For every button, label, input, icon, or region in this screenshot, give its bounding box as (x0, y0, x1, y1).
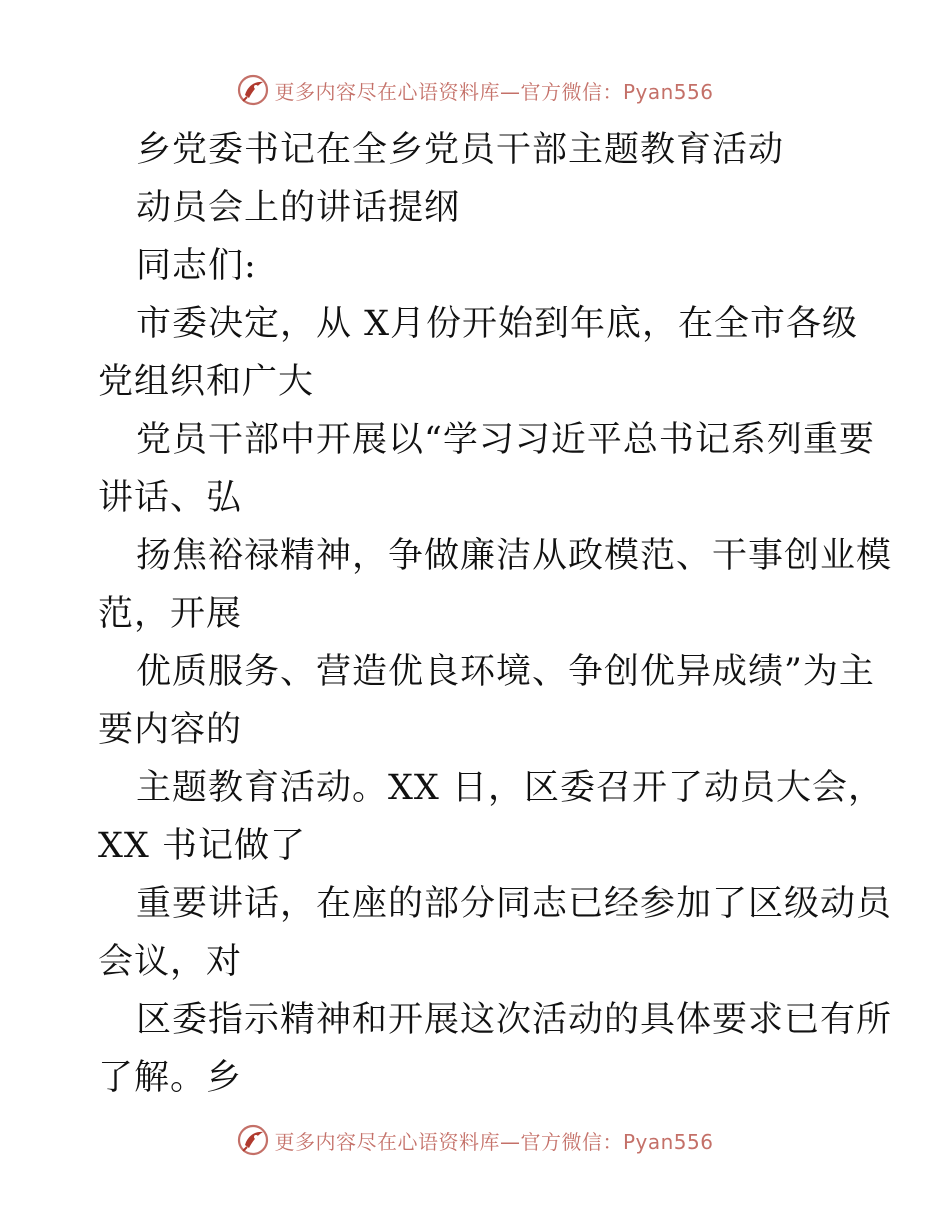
header-banner (0, 70, 950, 110)
text-line: 了解。乡 (98, 1058, 243, 1098)
footer-banner (0, 1120, 950, 1160)
text-line: 市委决定，从 X月份开始到年底，在全市各级 (136, 304, 859, 344)
document-title-line-1: 乡党委书记在全乡党员干部主题教育活动 (136, 130, 785, 170)
text-line: 要内容的 (98, 710, 243, 750)
text-line: 讲话、弘 (98, 478, 243, 518)
footer-banner-text: 更多内容尽在心语资料库—官方微信：Pyan556 (274, 1129, 714, 1154)
text-line: 范，开展 (98, 594, 243, 634)
salutation: 同志们: (136, 246, 257, 286)
text-line: 重要讲话，在座的部分同志已经参加了区级动员 (136, 884, 893, 924)
brand-logo-icon (236, 73, 270, 107)
text-line: 主题教育活动。XX 日，区委召开了动员大会， (136, 768, 884, 808)
text-line: 党组织和广大 (98, 362, 315, 402)
document-title-line-2: 动员会上的讲话提纲 (136, 188, 461, 228)
text-line: 优质服务、营造优良环境、争创优异成绩”为主 (136, 652, 875, 692)
text-line: XX 书记做了 (98, 826, 306, 866)
text-line: 区委指示精神和开展这次活动的具体要求已有所 (136, 1000, 893, 1040)
text-line: 会议，对 (98, 942, 243, 982)
brand-logo-icon (236, 1123, 270, 1157)
text-line: 党员干部中开展以“学习习近平总书记系列重要 (136, 420, 875, 460)
header-banner-text: 更多内容尽在心语资料库—官方微信：Pyan556 (274, 79, 714, 104)
text-line: 扬焦裕禄精神，争做廉洁从政模范、干事创业模 (136, 536, 893, 576)
